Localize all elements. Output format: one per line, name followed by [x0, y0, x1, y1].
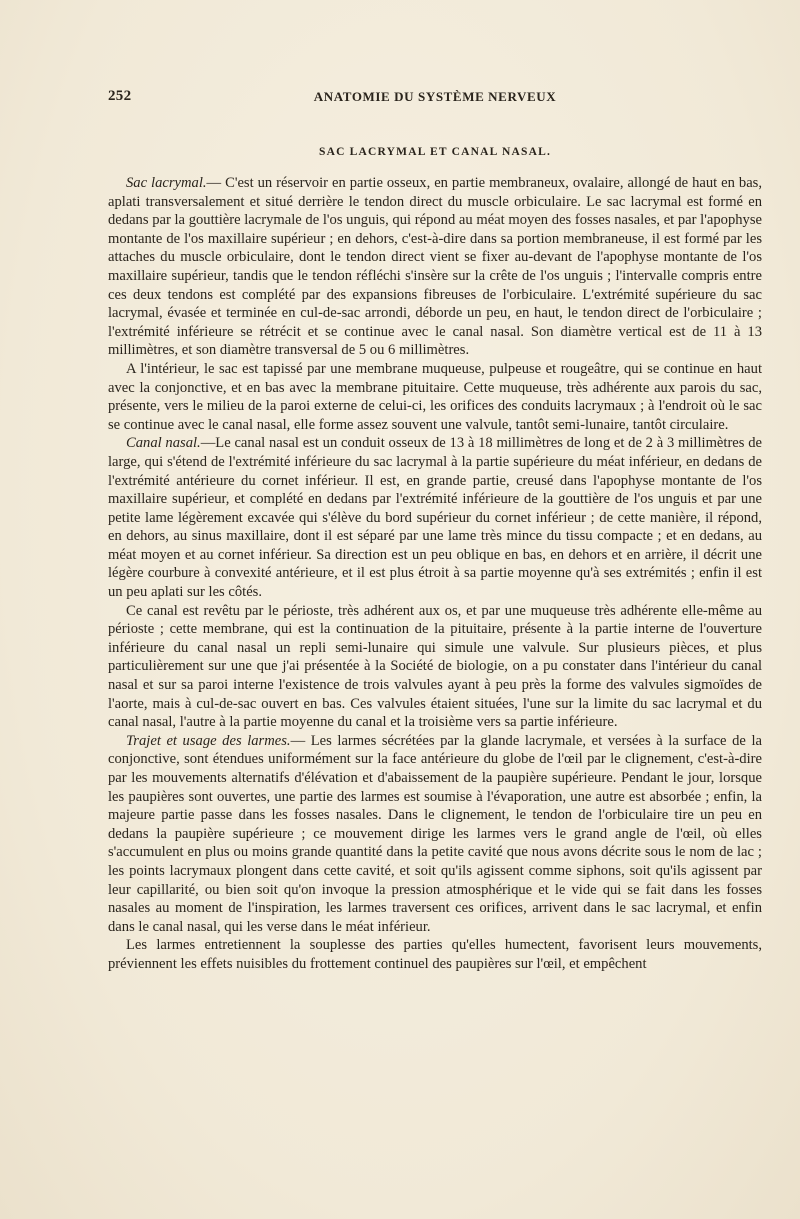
paragraph-role-des-larmes [108, 936, 762, 973]
paragraph-text: —Le canal nasal est un conduit osseux de 13 à 18 millimètres de long et de 2 à 3 millimètres de large, qui s'étend de l'extrémité inférieure du sac lacrymal à la partie supérieure du méat inférieur, en dedans de l'extrémité antérieure du cornet inférieur. Il est, en grande partie, creusé dans l'apophyse montante de l'os maxillaire supérieur, et complété en dedans par l'extrémité inférieure de la gouttière de l'os unguis et par une petite lame légèrement excavée qui s'élève du bord supérieur du cornet inférieur ; de cette manière, il répond, en dehors, au sinus maxillaire, dont il est séparé par une lame très mince du tissu compacte ; et en dedans, au méat moyen et au cornet inférieur. Sa direction est un peu oblique en bas, en dehors et en arrière, il décrit une légère courbure à convexité antérieure, et il est plus étroit à sa partie moyenne qu'à ses extrémités ; enfin il est un peu aplati sur les côtés. [108, 435, 762, 601]
paragraph-interieur-du-sac [108, 360, 762, 434]
paragraph-trajet-des-larmes [108, 732, 762, 937]
paragraph-revetement-du-canal [108, 602, 762, 732]
paragraph-lead: Sac lacrymal. [126, 175, 207, 191]
body-text [108, 174, 762, 974]
paragraph-sac-lacrymal [108, 174, 762, 360]
running-head [108, 88, 762, 108]
paragraph-text: — Les larmes sécrétées par la glande lacrymale, et versées à la surface de la conjonctive, sont étendues uniformément sur la face antérieure du globe de l'œil par le clignement, c'est-à-dire par les mouvements alternatifs d'élévation et d'abaissement de la paupière supérieure. Pendant le jour, lorsque les paupières sont ouvertes, une partie des larmes est soumise à l'évaporation, une autre est absorbée ; enfin, la majeure partie passe dans les fosses nasales. Dans le clignement, le tendon de l'orbiculaire tire un peu en dedans la paupière supérieure ; ce mouvement dirige les larmes vers le grand angle de l'œil, où elles s'accumulent en plus ou moins grande quantité dans la petite cavité que nous avons décrite sous le nom de lac ; les points lacrymaux plongent dans cette cavité, et soit qu'ils agissent comme siphons, soit qu'ils agissent par leur capillarité, ou bien soit qu'on invoque la pression atmosphérique et le vide qui se fait dans les fosses nasales au moment de l'inspiration, les larmes traversent ces orifices, arrivent dans le sac lacrymal, et enfin dans le canal nasal, qui les verse dans le méat inférieur. [108, 732, 762, 935]
paragraph-text: Les larmes entretiennent la souplesse des parties qu'elles humectent, favorisent leurs mouvements, préviennent les effets nuisibles du frottement continuel des paupières sur l'œil, et empêchent [108, 937, 762, 972]
paragraph-text: A l'intérieur, le sac est tapissé par une membrane muqueuse, pulpeuse et rougeâtre, qui se continue en haut avec la conjonctive, et en bas avec la membrane pituitaire. Cette muqueuse, très adhérente aux parois du sac, présente, vers le milieu de la paroi externe de celui-ci, les orifices des conduits lacrymaux ; à l'endroit où le sac se continue avec le canal nasal, elle forme assez souvent une valvule, tantôt semi-lunaire, tantôt circulaire. [108, 360, 762, 433]
section-title: SAC LACRYMAL ET CANAL NASAL. [318, 146, 552, 158]
page-number: 252 [108, 88, 132, 104]
paragraph-text: Ce canal est revêtu par le périoste, très adhérent aux os, et par une muqueuse très adhérente elle-même au périoste ; cette membrane, qui est la continuation de la pituitaire, présente à la partie interne de l'ouverture inférieure du canal nasal un repli semi-lunaire qui simule une valvule. Sur plusieurs pièces, et plus particulièrement sur une que j'ai présentée à la Société de biologie, on a pu constater dans l'intérieur du canal nasal et sur sa paroi interne l'existence de trois valvules ayant à peu près la forme des valvules sigmoïdes de l'aorte, mais à cul-de-sac ouvert en bas. Ces valvules étaient situées, l'une sur la limite du sac lacrymal et du canal nasal, l'autre à la partie moyenne du canal et la troisième vers sa partie inférieure. [108, 602, 762, 731]
paragraph-text: — C'est un réservoir en partie osseux, en partie membraneux, ovalaire, allongé de haut en bas, aplati transversalement et situé derrière le tendon direct du muscle orbiculaire. Le sac lacrymal est formé en dedans par la gouttière lacrymale de l'os unguis, qui répond au méat moyen des fosses nasales, et par l'apophyse montante de l'os maxillaire supérieur ; en dehors, c'est-à-dire dans sa portion membraneuse, il est formé par les attaches du muscle orbiculaire, dont le tendon direct vient se fixer au-devant de l'apophyse montante de l'os maxillaire supérieur, tandis que le tendon réfléchi s'insère sur la crête de l'os unguis ; l'intervalle compris entre ces deux tendons est complété par des expansions fibreuses de l'orbiculaire. L'extrémité supérieure du sac lacrymal, évasée et terminée en cul-de-sac arrondi, déborde un peu, en haut, le tendon direct de l'orbiculaire ; l'extrémité inférieure se rétrécit et se continue avec le canal nasal. Son diamètre vertical est de 11 à 13 millimètres, et son diamètre transversal de 5 ou 6 millimètres. [108, 175, 762, 359]
paragraph-lead: Trajet et usage des larmes. [126, 732, 291, 749]
running-title: ANATOMIE DU SYSTÈME NERVEUX [313, 89, 557, 104]
paragraph-canal-nasal [108, 434, 762, 601]
paragraph-lead: Canal nasal. [126, 435, 201, 452]
